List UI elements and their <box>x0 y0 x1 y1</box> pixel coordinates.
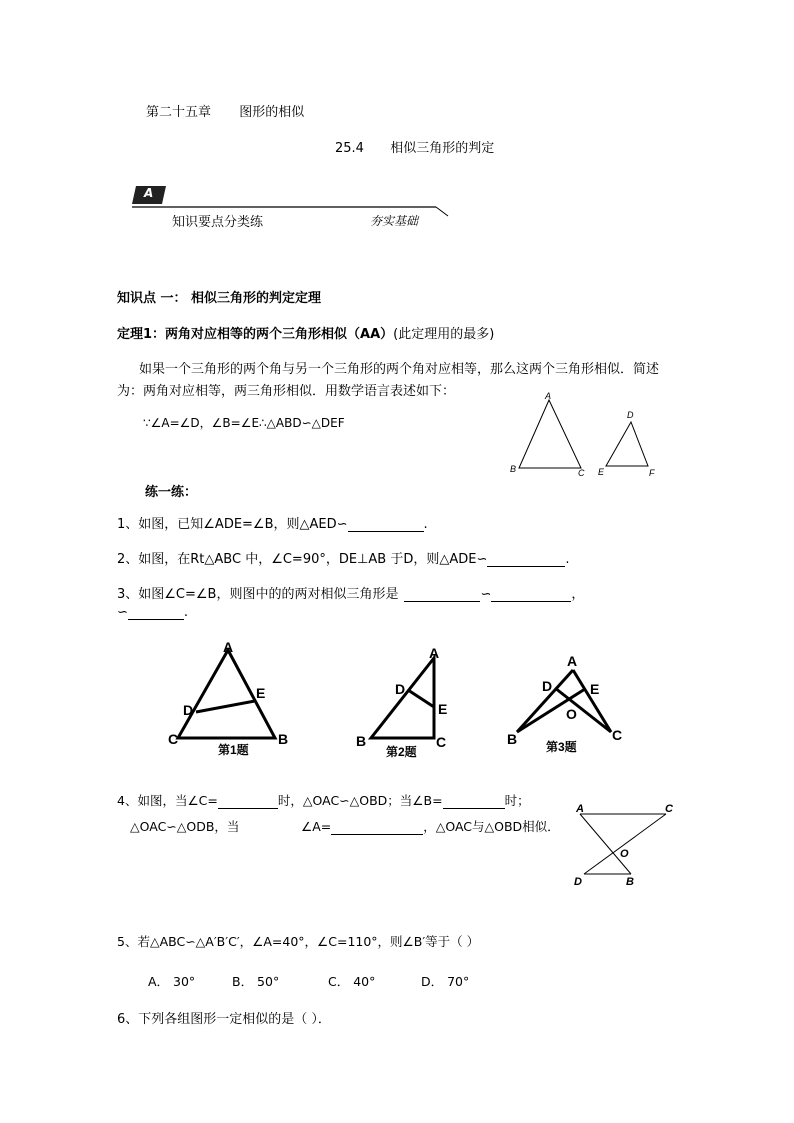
q2-answer-blank[interactable] <box>487 552 565 567</box>
fig3-segment-ac <box>573 670 611 732</box>
question-3-line1 <box>117 583 584 602</box>
question-3-line2 <box>117 605 188 620</box>
label-e: E <box>598 467 605 477</box>
fig3-label-d: D <box>542 678 553 694</box>
fig2-label-b: B <box>356 733 367 749</box>
q4-segment-ab <box>580 814 631 874</box>
q3-blank-3[interactable] <box>128 605 184 620</box>
banner <box>130 184 450 230</box>
banner-badge: A <box>144 186 154 200</box>
q4-line2b: ∠A= <box>301 819 332 834</box>
kp1-paragraph-line1: 如果一个三角形的两个角与另一个三角形的两个角对应相等，那么这两个三角形相似．简述 <box>139 362 660 377</box>
fig1-label-a: A <box>223 639 234 655</box>
theorem-title: 定理1：两角对应相等的两个三角形相似（AA） <box>117 327 394 342</box>
triangle-abc <box>519 400 581 468</box>
q1-text: 1、如图，已知∠ADE=∠B，则△AED∽ <box>117 517 348 532</box>
fig2-label-e: E <box>438 701 448 717</box>
fig3-caption: 第3题 <box>546 740 577 754</box>
chapter-heading <box>146 101 304 120</box>
fig1-label-b: B <box>278 731 289 747</box>
question-2 <box>117 548 570 567</box>
fig2-label-c: C <box>436 734 447 750</box>
theorem-note: (此定理用的最多) <box>393 327 495 342</box>
theorem-line <box>117 323 494 342</box>
q3-end: . <box>183 605 189 620</box>
q4-part1: 4、如图，当∠C= <box>117 793 218 808</box>
q4-line2c: ，△OAC与△OBD相似． <box>423 819 560 834</box>
fig1-label-d: D <box>183 702 194 718</box>
chapter-number: 第二十五章 <box>146 105 212 120</box>
similar-triangles-figure <box>500 388 670 483</box>
fig3-segment-dc <box>555 688 611 732</box>
question-figures <box>160 630 650 765</box>
kp1-title: 知识点 一： 相似三角形的判定定理 <box>117 291 322 306</box>
fig2-label-a: A <box>429 645 440 661</box>
q2-end: . <box>565 552 570 567</box>
fig3-label-c: C <box>612 727 623 743</box>
q4-label-c: C <box>665 803 673 815</box>
fig3-label-o: O <box>566 706 577 722</box>
fig2-caption: 第2题 <box>386 745 417 759</box>
question-6: 6、下列各组图形一定相似的是（ ）． <box>117 1012 331 1027</box>
fig3-label-b: B <box>507 731 518 747</box>
banner-left-text: 知识要点分类练 <box>172 215 264 230</box>
q1-end: . <box>423 517 428 532</box>
kp1-paragraph-line2: 为：两角对应相等，两三角形相似．用数学语言表述如下： <box>117 384 456 399</box>
question-4-line1 <box>117 791 530 809</box>
question-1 <box>117 513 428 532</box>
fig2-label-d: D <box>395 681 406 697</box>
q5-option-a[interactable]: A． 30° <box>148 974 196 989</box>
fig1-label-e: E <box>256 685 266 701</box>
figure-1 <box>168 639 288 757</box>
fig3-label-e: E <box>590 681 600 697</box>
q5-option-b[interactable]: B． 50° <box>232 974 280 989</box>
q3-blank-1[interactable] <box>404 587 480 602</box>
banner-rule-tail <box>436 207 448 216</box>
q4-label-d: D <box>574 876 582 888</box>
q3-blank-2[interactable] <box>491 587 571 602</box>
q3-sim: ∽ <box>480 587 492 602</box>
q3-comma: ， <box>571 587 585 602</box>
label-d: D <box>627 410 634 420</box>
label-f: F <box>649 468 655 478</box>
practice-title: 练一练： <box>145 485 198 500</box>
q4-blank-1[interactable] <box>218 794 278 809</box>
q4-part2: 时，△OAC∽△OBD；当∠B= <box>277 793 443 808</box>
fig1-caption: 第1题 <box>218 743 249 757</box>
section-number: 25.4 <box>335 141 364 156</box>
q2-text: 2、如图，在Rt△ABC 中，∠C=90°，DE⊥AB 于D，则△ADE∽ <box>117 552 488 567</box>
question-5: 5、若△ABC∽△A′B′C′，∠A=40°，∠C=110°，则∠B′等于（ ） <box>117 934 480 949</box>
q5-option-c[interactable]: C． 40° <box>328 974 376 989</box>
chapter-title: 图形的相似 <box>239 105 305 120</box>
figure-3 <box>507 653 622 754</box>
q3-sim-2: ∽ <box>117 605 128 620</box>
q4-label-a: A <box>576 803 584 815</box>
fig2-segment-de <box>408 690 434 707</box>
triangle-def <box>606 422 648 466</box>
fig2-triangle <box>371 658 434 738</box>
q4-blank-3[interactable] <box>331 820 423 835</box>
question-4-line2 <box>130 817 239 835</box>
label-a: A <box>545 391 552 401</box>
figure-2 <box>356 645 447 759</box>
q4-line2a: △OAC∽△ODB，当 <box>130 819 240 834</box>
fig1-label-c: C <box>168 731 179 747</box>
q4-figure <box>570 800 680 890</box>
q1-answer-blank[interactable] <box>348 517 424 532</box>
section-title: 相似三角形的判定 <box>390 141 495 156</box>
kp1-formula: ∵∠A=∠D，∠B=∠E∴△ABD∽△DEF <box>143 416 345 430</box>
q4-segment-cd <box>584 814 666 874</box>
q3-text: 3、如图∠C=∠B，则图中的的两对相似三角形是 <box>117 587 399 602</box>
section-heading <box>335 137 494 156</box>
q4-part3: 时； <box>504 793 530 808</box>
banner-right-text: 夯实基础 <box>370 214 419 228</box>
fig3-label-a: A <box>567 653 578 669</box>
q4-label-o: O <box>620 848 629 860</box>
label-c: C <box>578 468 585 478</box>
question-4-line2-continued <box>301 817 560 835</box>
label-b: B <box>510 464 517 474</box>
q4-blank-2[interactable] <box>443 794 505 809</box>
fig1-segment-de <box>196 701 255 712</box>
q5-option-d[interactable]: D． 70° <box>421 974 470 989</box>
q4-label-b: B <box>626 876 634 888</box>
